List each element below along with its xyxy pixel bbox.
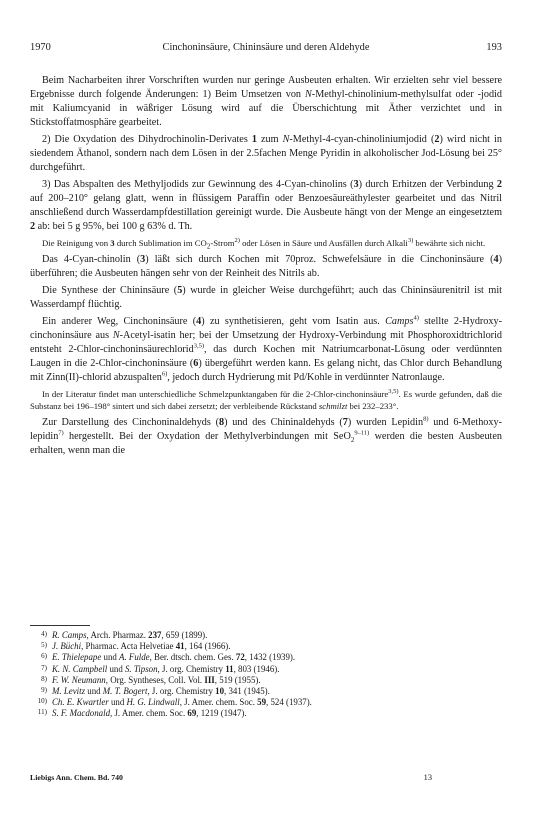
footnote-number: 7) xyxy=(41,663,47,672)
footnote-text: Ch. E. Kwartler und H. G. Lindwall, J. Amer. chem. Soc. 59, 524 (1937). xyxy=(52,697,312,708)
footnote xyxy=(30,652,502,663)
footnote xyxy=(30,675,502,686)
body-paragraph: Die Synthese der Chininsäure (5) wurde in gleicher Weise durchgeführt; auch das Chininsäurenitril ist mit Wasserdampf flüchtig. xyxy=(30,285,502,310)
small-print-paragraph: Die Reinigung von 3 durch Sublimation im $CO_2-Strom^{2)}$ oder Lösen in Säure und Ausfällen durch Alkali$^{3)}$ bewährte sich nicht. xyxy=(42,237,486,251)
footnote-divider xyxy=(30,625,90,626)
running-header xyxy=(30,42,502,58)
footnote xyxy=(30,664,502,675)
body-paragraph: Zur Darstellung des Cinchoninaldehyds (8) und des Chininaldehyds (7) wurden Lepidin$^{8)}$ und 6-Methoxy-lepidin$^{7)}$ hergestellt. Bei der Oxydation der Methylverbindungen mit SeO$_2^{9-11)}$ werden die besten Ausbeuten erhalten, wenn man die xyxy=(30,415,502,456)
running-title: Cinchoninsäure, Chininsäure und deren Aldehyde xyxy=(162,42,370,53)
footnote-text: S. F. Macdonald, J. Amer. chem. Soc. 69, 1219 (1947). xyxy=(52,708,247,719)
footnote-number: 8) xyxy=(41,674,47,683)
small-print-paragraph: In der Literatur findet man unterschiedliche Schmelzpunktangaben für die 2-Chlor-cinchoninsäure$^{3,5)}$. Es wurde gefunden, daß die Substanz bei 196–198° sintert und sich dabei zersetzt; der verbleibende Rückstand schmilzt bei 232–233°. xyxy=(30,388,502,411)
body-paragraph: Beim Nacharbeiten ihrer Vorschriften wurden nur geringe Ausbeuten erhalten. Wir erzielten sehr viel bessere Ergebnisse durch folgende Änderungen: 1) Beim Umsetzen von N-Methyl-chinolinium-methylsulfat oder -jodid mit Kaliumcyanid in wäßriger Lösung wird auf die Überschichtung mit Äther verzichtet und in Stickstoffatmosphäre gearbeitet. xyxy=(30,75,502,128)
footnote-number: 10) xyxy=(37,697,47,706)
footnote-number: 9) xyxy=(41,686,47,695)
footnote-number: 4) xyxy=(41,630,47,638)
footnote-text: J. Büchi, Pharmac. Acta Helvetiae 41, 164 (1966). xyxy=(52,641,231,652)
footnote-text: M. Levitz und M. T. Bogert, J. org. Chemistry 10, 341 (1945). xyxy=(52,686,270,697)
footnote-text: R. Camps, Arch. Pharmaz. 237, 659 (1899). xyxy=(52,630,208,640)
footnote-text: K. N. Campbell und S. Tipson, J. org. Chemistry 11, 803 (1946). xyxy=(52,663,280,674)
footnote-number: 11) xyxy=(37,708,47,717)
body-paragraph: 3) Das Abspalten des Methyljodids zur Gewinnung des 4-Cyan-chinolins (3) durch Erhitzen der Verbindung 2 auf 200–210° gelang glatt, wenn in flüssigem Paraffin oder Benzoesäureäthylester gearbeitet und das Nitril anschließend durch Wasserdampfdestillation gereinigt wurde. Die Ausbeute hängt von der Menge an eingesetztem 2 ab: bei 5 g 95%, bei 100 g 63% d. Th. xyxy=(30,179,502,232)
footnote-number: 5) xyxy=(41,641,47,650)
footnote xyxy=(30,697,502,708)
footnote-text: F. W. Neumann, Org. Syntheses, Coll. Vol. III, 519 (1955). xyxy=(52,674,261,685)
footnote-text: E. Thielepape und A. Fulde, Ber. dtsch. chem. Ges. 72, 1432 (1939). xyxy=(52,652,296,663)
footnote-number: 6) xyxy=(41,652,47,661)
footnote xyxy=(30,641,502,652)
footnotes xyxy=(30,630,502,720)
footnote xyxy=(30,630,502,641)
sheet-number: 13 xyxy=(423,773,432,782)
body-paragraph: 2) Die Oxydation des Dihydrochinolin-Derivates 1 zum N-Methyl-4-cyan-chinoliniumjodid (2) wird nicht in siedendem Äthanol, sondern nach dem Lösen in der 2.5fachen Menge Pyridin in alkoholischer Jod-Lösung bei 25° durchgeführt. xyxy=(30,134,502,173)
body-paragraph: Ein anderer Weg, Cinchoninsäure (4) zu synthetisieren, geht vom Isatin aus. Camps$^{4)}$ stellte 2-Hydroxy-cinchoninsäure aus N-Acetyl-isatin her; bei der Umsetzung der Hydroxy-Verbindung mit Phosphoroxidtrichlorid entsteht 2-Chlor-cinchoninsäurechlorid$^{3,5)}$, das durch Kochen mit Natriumcarbonat-Lösung oder verdünnten Laugen in die 2-Chlor-cinchoninsäure (6) übergeführt werden kann. Es gelang nicht, das Chlor durch Behandlung mit Zinn(II)-chlorid abzuspalten$^{6)}$, jedoch durch Hydrierung mit Pd/Kohle in verdünnter Natronlauge. xyxy=(30,314,503,383)
body-paragraph: Das 4-Cyan-chinolin (3) läßt sich durch Kochen mit 70proz. Schwefelsäure in die Cinchoninsäure (4) überführen; die Ausbeuten hängen sehr von der Reinheit des Nitrils ab. xyxy=(30,254,502,279)
journal-reference: Liebigs Ann. Chem. Bd. 740 xyxy=(30,773,123,782)
publication-year: 1970 xyxy=(30,42,51,53)
footnote xyxy=(30,686,502,697)
footnote xyxy=(30,708,502,719)
page-number: 193 xyxy=(486,42,502,53)
article-body xyxy=(30,74,502,461)
